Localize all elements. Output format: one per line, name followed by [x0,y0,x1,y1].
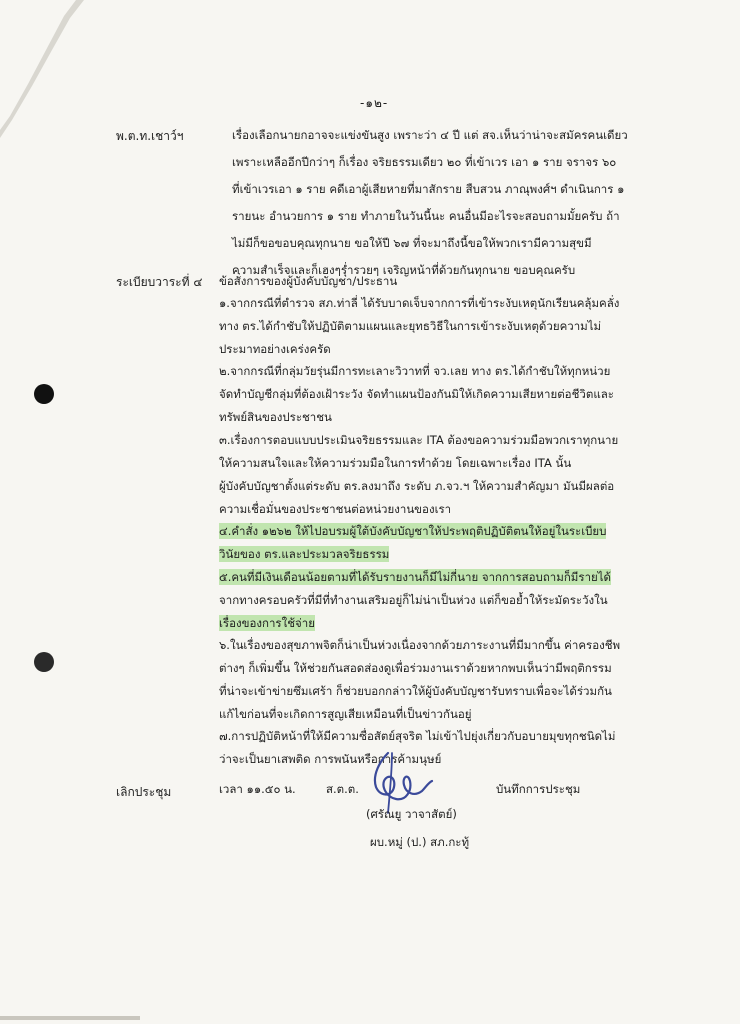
agenda-item-line: ๖.ในเรื่องของสุขภาพจิตก็น่าเป็นห่วงเนื่องจากด้วยภาระงานที่มีมากขึ้น ค่าครองชีพ [219,638,621,652]
agenda-heading: ข้อสั่งการของผู้บังคับบัญชา/ประธาน [219,274,398,288]
signatory-name: (ศรัณยู วาจาสัตย์) [366,807,457,821]
speaker-line: ที่เข้าเวรเอา ๑ ราย คดีเอาผู้เสียหายที่มาสักราย สืบสวน ภาณุพงศ์ฯ ดำเนินการ ๑ [232,182,625,196]
speaker-line: เรื่องเลือกนายกอาจจะแข่งขันสูง เพราะว่า ๔ ปี แต่ สจ.เห็นว่าน่าจะสมัครคนเดียว [232,128,628,142]
agenda-item-line-highlighted: เรื่องของการใช้จ่าย [219,616,315,630]
agenda-item-line: จัดทำบัญชีกลุ่มที่ต้องเฝ้าระวัง จัดทำแผนป้องกันมิให้เกิดความเสียหายต่อชีวิตและ [219,387,614,401]
signature-rank: ส.ต.ต. [326,782,359,796]
agenda-item-line: ๑.จากกรณีที่ตำรวจ สภ.ท่าลี่ ได้รับบาดเจ็บจากการที่เข้าระงับเหตุนักเรียนคลุ้มคลั่ง [219,296,620,310]
speaker-line: รายนะ อำนวยการ ๑ ราย ทำภายในวันนี้นะ คนอื่นมีอะไรจะสอบถามมั้ยครับ ถ้า [232,209,620,223]
speaker-line: เพราะเหลืออีกปีกว่าๆ ก็เรื่อง จริยธรรมเดียว ๒๐ ที่เข้าเวร เอา ๑ ราย จราจร ๖๐ [232,155,617,169]
agenda-item-line: ทรัพย์สินของประชาชน [219,410,332,424]
agenda-item-line: ทาง ตร.ได้กำชับให้ปฏิบัติตามแผนและยุทธวิธีในการเข้าระงับเหตุด้วยความไม่ [219,319,602,333]
recorder-title: บันทึกการประชุม [496,782,581,796]
signatory-role: ผบ.หมู่ (ป.) สภ.กะทู้ [370,835,470,849]
agenda-item-line: ผู้บังคับบัญชาตั้งแต่ระดับ ตร.ลงมาถึง ระดับ ภ.จว.ฯ ให้ความสำคัญมา มันมีผลต่อ [219,479,615,493]
agenda-item-line: ประมาทอย่างเคร่งครัด [219,342,331,356]
page-number: -๑๒- [360,96,389,110]
agenda-item-line: ๗.การปฏิบัติหน้าที่ให้มีความซื่อสัตย์สุจริต ไม่เข้าไปยุ่งเกี่ยวกับอบายมุขทุกชนิดไม่ [219,729,616,743]
speaker-line: ความสำเร็จและก็เฮงๆรุ่ำรวยๆ เจริญหน้าที่ด้วยกันทุกนาย ขอบคุณครับ [232,263,576,277]
agenda-item-line: ๓.เรื่องการตอบแบบประเมินจริยธรรมและ ITA ต้องขอความร่วมมือพวกเราทุกนาย [219,433,619,447]
agenda-item-line: ความเชื่อมั่นของประชาชนต่อหน่วยงานของเรา [219,502,452,516]
agenda-label: ระเบียบวาระที่ ๔ [116,275,203,289]
punch-hole-bottom [34,652,54,672]
agenda-item-line: ให้ความสนใจและให้ความร่วมมือในการทำด้วย โดยเฉพาะเรื่อง ITA นั้น [219,456,572,470]
scan-edge-mark [0,0,86,140]
agenda-item-line: แก้ไขก่อนที่จะเกิดการสูญเสียเหมือนที่เป็นข่าวกันอยู่ [219,707,472,721]
agenda-item-line: ต่างๆ ก็เพิ่มขึ้น ให้ช่วยกันสอดส่องดูเพื่อร่วมงานเราด้วยหากพบเห็นว่ามีพฤติกรรม [219,661,612,675]
agenda-item-line-highlighted: ๕.คนที่มีเงินเดือนน้อยตามที่ได้รับรายงานก็มีไม่กี่นาย จากการสอบถามก็มีรายได้ [219,570,612,584]
agenda-item-line-highlighted: วินัยของ ตร.และประมวลจริยธรรม [219,547,390,561]
speaker-line: ไม่มีก็ขอขอบคุณทุกนาย ขอให้ปี ๖๗ ที่จะมาถึงนี้ขอให้พวกเรามีความสุขมี [232,236,592,250]
agenda-item-line: ๒.จากกรณีที่กลุ่มวัยรุ่นมีการทะเลาะวิวาทที่ จว.เลย ทาง ตร.ได้กำชับให้ทุกหน่วย [219,364,611,378]
footer-scan-mark [0,1016,140,1021]
closing-label: เลิกประชุม [116,785,172,799]
closing-time: เวลา ๑๑.๕๐ น. [219,782,296,796]
agenda-item-line: ว่าจะเป็นยาเสพติด การพนันหรือการค้ามนุษย์ [219,752,442,766]
agenda-item-line: ที่น่าจะเข้าข่ายซึมเศร้า ก็ช่วยบอกกล่าวให้ผู้บังคับบัญชารับทราบเพื่อจะได้ร่วมกัน [219,684,612,698]
agenda-item-line: จากทางครอบครัวที่มีที่ทำงานเสริมอยู่ก็ไม่น่าเป็นห่วง แต่ก็ขอย้ำให้ระมัดระวังใน [219,593,608,607]
speaker-label: พ.ต.ท.เชาว์ฯ [116,129,184,143]
agenda-item-line-highlighted: ๔.คำสั่ง ๑๒๖๒ ให้ไปอบรมผู้ใต้บังคับบัญชาให้ประพฤติปฏิบัติตนให้อยู่ในระเบียบ [219,524,607,538]
punch-hole-top [34,384,54,404]
